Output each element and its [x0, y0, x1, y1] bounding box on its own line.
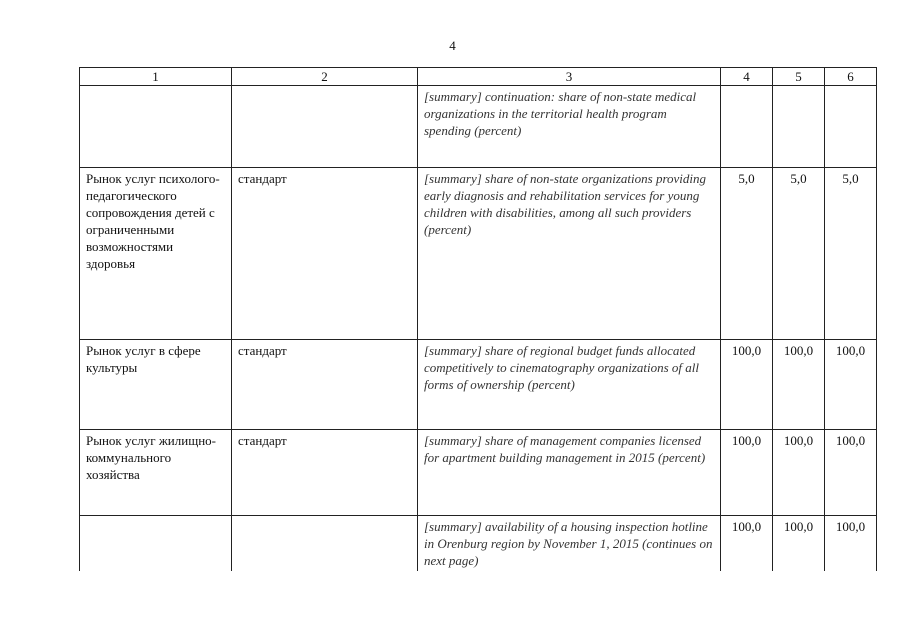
header-cell: 4 [721, 68, 773, 86]
indicator-table [79, 67, 877, 571]
value-cell [825, 86, 877, 168]
header-cell: 5 [773, 68, 825, 86]
table-row [80, 430, 877, 516]
value-cell [721, 86, 773, 168]
type-cell: стандарт [232, 430, 418, 516]
type-cell [232, 86, 418, 168]
market-cell: Рынок услуг психолого-педагогического сопровождения детей с ограниченными возможностями здоровья [80, 168, 232, 340]
indicator-cell: [summary] share of management companies licensed for apartment building management in 2015 (percent) [418, 430, 721, 516]
indicator-cell: [summary] availability of a housing inspection hotline in Orenburg region by November 1, 2015 (continues on next page) [418, 516, 721, 572]
header-cell: 6 [825, 68, 877, 86]
table-row [80, 340, 877, 430]
market-cell [80, 516, 232, 572]
value-cell: 100,0 [773, 516, 825, 572]
header-cell: 2 [232, 68, 418, 86]
value-cell: 5,0 [773, 168, 825, 340]
table-row [80, 516, 877, 572]
type-cell [232, 516, 418, 572]
page-number: 4 [449, 38, 456, 53]
type-cell: стандарт [232, 340, 418, 430]
header-cell: 1 [80, 68, 232, 86]
value-cell: 100,0 [721, 340, 773, 430]
table-row [80, 86, 877, 168]
value-cell: 100,0 [825, 516, 877, 572]
value-cell: 100,0 [773, 340, 825, 430]
market-cell [80, 86, 232, 168]
value-cell: 5,0 [721, 168, 773, 340]
value-cell: 100,0 [825, 430, 877, 516]
market-cell: Рынок услуг в сфере культуры [80, 340, 232, 430]
value-cell: 5,0 [825, 168, 877, 340]
value-cell: 100,0 [773, 430, 825, 516]
table-row [80, 168, 877, 340]
indicator-cell: [summary] share of regional budget funds allocated competitively to cinematography organizations of all forms of ownership (percent) [418, 340, 721, 430]
value-cell: 100,0 [721, 430, 773, 516]
value-cell: 100,0 [825, 340, 877, 430]
indicator-cell: [summary] share of non-state organizations providing early diagnosis and rehabilitation services for young children with disabilities, among all such providers (percent) [418, 168, 721, 340]
value-cell [773, 86, 825, 168]
value-cell: 100,0 [721, 516, 773, 572]
table-header-row [80, 68, 877, 86]
header-cell: 3 [418, 68, 721, 86]
indicator-cell: [summary] continuation: share of non-state medical organizations in the territorial health program spending (percent) [418, 86, 721, 168]
market-cell: Рынок услуг жилищно-коммунального хозяйства [80, 430, 232, 516]
type-cell: стандарт [232, 168, 418, 340]
